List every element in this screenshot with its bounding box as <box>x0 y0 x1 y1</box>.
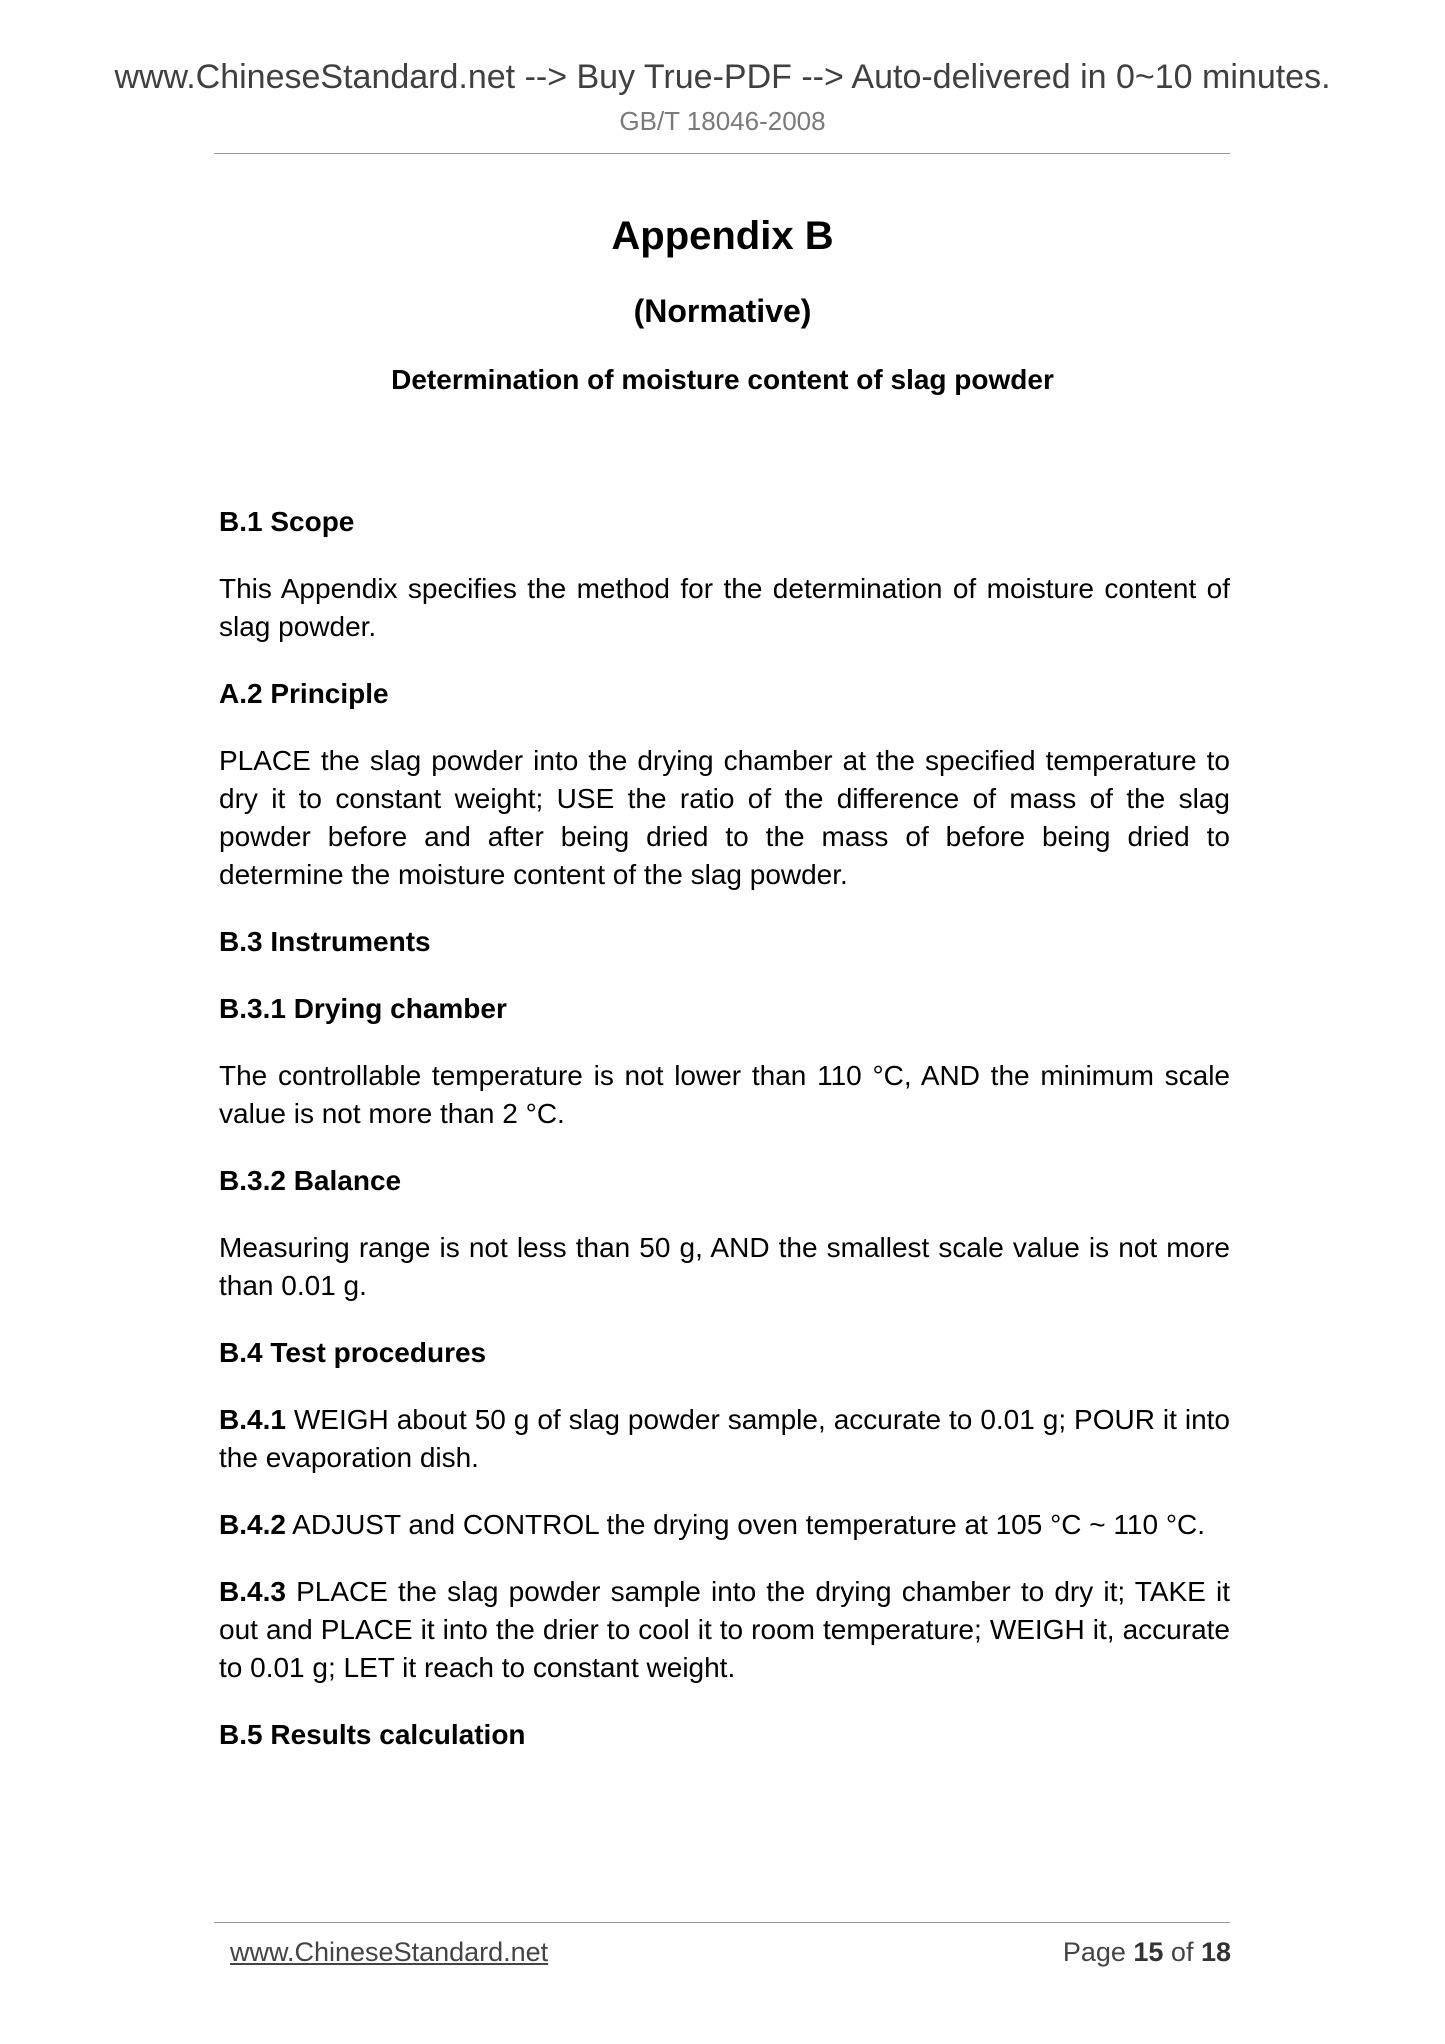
document-body <box>219 503 1230 1783</box>
step-text: WEIGH about 50 g of slag powder sample, accurate to 0.01 g; POUR it into the evaporation dish. <box>219 1404 1230 1473</box>
step-label: B.4.3 <box>219 1576 286 1607</box>
header-divider <box>214 153 1230 154</box>
page-total: 18 <box>1200 1937 1231 1967</box>
step-text: ADJUST and CONTROL the drying oven temperature at 105 °C ~ 110 °C. <box>285 1509 1206 1540</box>
page-prefix: Page <box>1062 1937 1134 1967</box>
section-text-b1: This Appendix specifies the method for the determination of moisture content of slag powder. <box>219 573 1230 642</box>
procedure-step-b43 <box>219 1573 1230 1687</box>
section-heading-b31: B.3.1 Drying chamber <box>219 993 507 1024</box>
section-text-a2: PLACE the slag powder into the drying chamber at the specified temperature to dry it to constant weight; USE the ratio of the difference of mass of the slag powder before and after being dried to the mass of before being dried to determine the moisture content of the slag powder. <box>219 745 1230 890</box>
footer-divider <box>214 1922 1230 1923</box>
footer-website-link[interactable]: www.ChineseStandard.net <box>230 1937 549 1967</box>
appendix-type: (Normative) <box>633 293 812 329</box>
section-heading-b32: B.3.2 Balance <box>219 1165 402 1196</box>
standard-number: GB/T 18046-2008 <box>619 106 826 136</box>
page-number <box>1063 1937 1231 1968</box>
appendix-title: Appendix B <box>611 214 834 258</box>
header-banner[interactable]: www.ChineseStandard.net --> Buy True-PDF --> Auto-delivered in 0~10 minutes. <box>114 58 1331 96</box>
step-text: PLACE the slag powder sample into the drying chamber to dry it; TAKE it out and PLACE it into the drier to cool it to room temperature; WEIGH it, accurate to 0.01 g; LET it reach to constant weight. <box>219 1576 1230 1683</box>
appendix-subject: Determination of moisture content of slag powder <box>391 364 1054 395</box>
section-text-b31: The controllable temperature is not lower than 110 °C, AND the minimum scale value is not more than 2 °C. <box>219 1060 1230 1129</box>
section-text-b32: Measuring range is not less than 50 g, AND the smallest scale value is not more than 0.01 g. <box>219 1232 1230 1301</box>
section-heading-a2: A.2 Principle <box>219 678 389 709</box>
page-of: of <box>1163 1937 1201 1967</box>
step-label: B.4.1 <box>219 1404 286 1435</box>
step-label: B.4.2 <box>219 1509 286 1540</box>
procedure-step-b42 <box>219 1506 1230 1544</box>
section-heading-b3: B.3 Instruments <box>219 926 431 957</box>
procedure-step-b41 <box>219 1401 1230 1477</box>
section-heading-b1: B.1 Scope <box>219 506 355 537</box>
page-current: 15 <box>1133 1937 1164 1967</box>
section-heading-b4: B.4 Test procedures <box>219 1337 487 1368</box>
section-heading-b5: B.5 Results calculation <box>219 1719 526 1750</box>
